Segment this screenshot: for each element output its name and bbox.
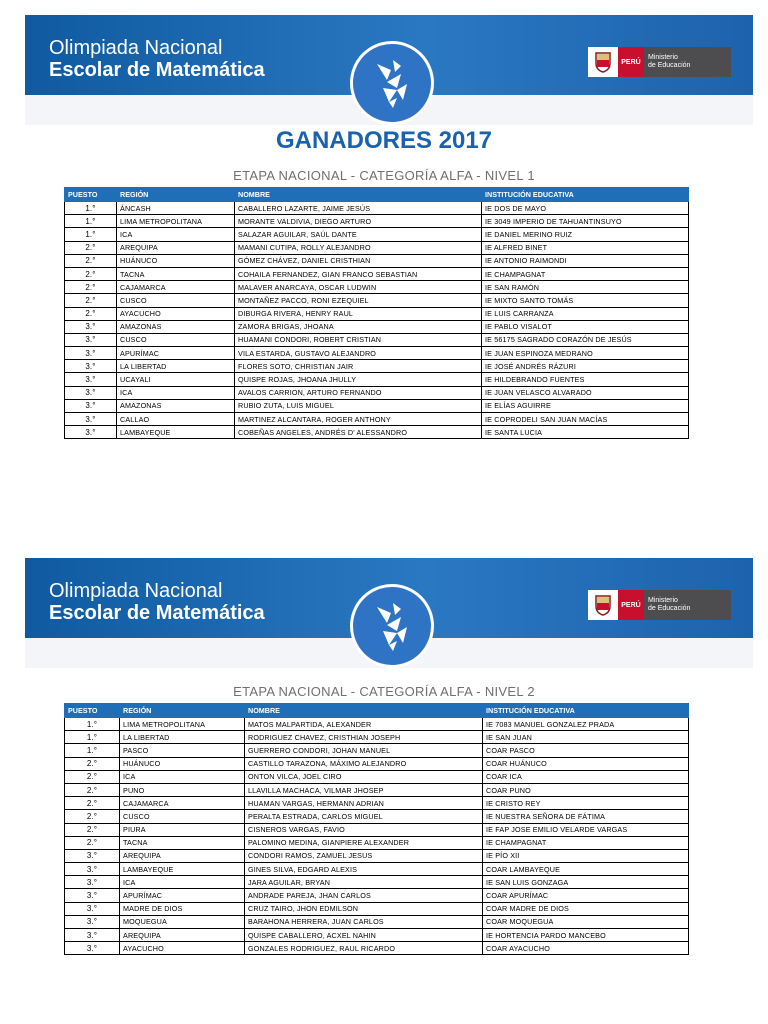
table-row <box>65 876 689 889</box>
cell-institucion: IE 56175 SAGRADO CORAZÓN DE JESÚS <box>482 333 689 346</box>
cell-region: ÁNCASH <box>117 202 235 215</box>
cell-region: MOQUEGUA <box>120 915 245 928</box>
cell-nombre: RODRIGUEZ CHAVEZ, CRISTHIAN JOSEPH <box>245 731 483 744</box>
table-row <box>65 307 689 320</box>
table-row <box>65 823 689 836</box>
cell-nombre: COHAILA FERNANDEZ, GIAN FRANCO SEBASTIAN <box>235 267 482 280</box>
ministerio-logo <box>588 590 731 620</box>
cell-puesto: 3.° <box>65 902 120 915</box>
cell-region: HUÁNUCO <box>117 254 235 267</box>
ministerio-label <box>644 590 731 620</box>
cell-nombre: CONDORI RAMOS, ZAMUEL JESUS <box>245 849 483 862</box>
cell-institucion: IE PABLO VISALOT <box>482 320 689 333</box>
cell-region: MADRE DE DIOS <box>120 902 245 915</box>
cell-institucion: IE CHAMPAGNAT <box>482 267 689 280</box>
cell-institucion: COAR HUÁNUCO <box>483 757 689 770</box>
cell-puesto: 3.° <box>65 413 117 426</box>
cell-institucion: COAR AYACUCHO <box>483 942 689 955</box>
cell-puesto: 2.° <box>65 770 120 783</box>
table-header-row <box>65 704 689 718</box>
cell-region: AREQUIPA <box>120 849 245 862</box>
cell-institucion: IE 3049 IMPERIO DE TAHUANTINSUYO <box>482 215 689 228</box>
results-table-nivel-2 <box>64 703 689 955</box>
cell-institucion: IE JUAN VELASCO ALVARADO <box>482 386 689 399</box>
table-row <box>65 202 689 215</box>
cell-region: HUÁNUCO <box>120 757 245 770</box>
cell-institucion: IE SAN RAMÓN <box>482 281 689 294</box>
table-row <box>65 386 689 399</box>
cell-region: CUSCO <box>117 333 235 346</box>
cell-institucion: IE DANIEL MERINO RUIZ <box>482 228 689 241</box>
cell-nombre: QUISPE CABALLERO, ACXEL NAHIN <box>245 929 483 942</box>
cell-region: ICA <box>117 228 235 241</box>
table-row <box>65 347 689 360</box>
cell-puesto: 3.° <box>65 320 117 333</box>
cell-nombre: ONTON VILCA, JOEL CIRO <box>245 770 483 783</box>
cell-nombre: CASTILLO TARAZONA, MÁXIMO ALEJANDRO <box>245 757 483 770</box>
cell-puesto: 3.° <box>65 373 117 386</box>
table-row <box>65 810 689 823</box>
col-header-institucion: INSTITUCIÓN EDUCATIVA <box>482 188 689 202</box>
col-header-nombre: NOMBRE <box>245 704 483 718</box>
cell-puesto: 3.° <box>65 942 120 955</box>
olympiad-emblem-icon <box>350 584 434 668</box>
brand-line-1: Olimpiada Nacional <box>49 580 223 602</box>
cell-institucion: IE SAN LUIS GONZAGA <box>483 876 689 889</box>
table-row <box>65 333 689 346</box>
cell-institucion: IE HORTENCIA PARDO MANCEBO <box>483 929 689 942</box>
cell-nombre: RUBIO ZUTA, LUIS MIGUEL <box>235 399 482 412</box>
cell-nombre: COBEÑAS ANGELES, ANDRÉS D' ALESSANDRO <box>235 426 482 439</box>
cell-region: LA LIBERTAD <box>120 731 245 744</box>
cell-puesto: 2.° <box>65 757 120 770</box>
table-row <box>65 267 689 280</box>
table-row <box>65 413 689 426</box>
cell-region: ICA <box>117 386 235 399</box>
cell-institucion: IE 7083 MANUEL GONZALEZ PRADA <box>483 718 689 731</box>
cell-region: AMAZONAS <box>117 320 235 333</box>
table-row <box>65 718 689 731</box>
cell-nombre: MORANTE VALDIVIA, DIEGO ARTURO <box>235 215 482 228</box>
cell-puesto: 2.° <box>65 307 117 320</box>
cell-nombre: HUAMAN VARGAS, HERMANN ADRIAN <box>245 797 483 810</box>
cell-region: LAMBAYEQUE <box>117 426 235 439</box>
cell-nombre: MALAVER ANARCAYA, OSCAR LUDWIN <box>235 281 482 294</box>
cell-institucion: IE DOS DE MAYO <box>482 202 689 215</box>
cell-puesto: 1.° <box>65 744 120 757</box>
table-row <box>65 281 689 294</box>
cell-region: TACNA <box>117 267 235 280</box>
cell-puesto: 3.° <box>65 889 120 902</box>
cell-institucion: IE PÍO XII <box>483 849 689 862</box>
ministerio-logo <box>588 47 731 77</box>
cell-institucion: IE ANTONIO RAIMONDI <box>482 254 689 267</box>
results-table-nivel-1 <box>64 187 689 439</box>
cell-region: LA LIBERTAD <box>117 360 235 373</box>
cell-institucion: IE MIXTO SANTO TOMÁS <box>482 294 689 307</box>
cell-puesto: 2.° <box>65 797 120 810</box>
brand-line-1: Olimpiada Nacional <box>49 37 223 59</box>
col-header-institucion: INSTITUCIÓN EDUCATIVA <box>483 704 689 718</box>
table-row <box>65 863 689 876</box>
cell-region: CAJAMARCA <box>120 797 245 810</box>
cell-puesto: 3.° <box>65 399 117 412</box>
cell-nombre: BARAHONA HERRERA, JUAN CARLOS <box>245 915 483 928</box>
table-row <box>65 783 689 796</box>
table-row <box>65 836 689 849</box>
cell-institucion: IE SANTA LUCIA <box>482 426 689 439</box>
table-row <box>65 426 689 439</box>
cell-region: CUSCO <box>117 294 235 307</box>
cell-region: LAMBAYEQUE <box>120 863 245 876</box>
cell-nombre: GÓMEZ CHÁVEZ, DANIEL CRISTHIAN <box>235 254 482 267</box>
cell-puesto: 2.° <box>65 783 120 796</box>
cell-nombre: AVALOS CARRION, ARTURO FERNANDO <box>235 386 482 399</box>
cell-region: APURÍMAC <box>117 347 235 360</box>
cell-region: LIMA METROPOLITANA <box>120 718 245 731</box>
cell-region: APURÍMAC <box>120 889 245 902</box>
cell-nombre: CISNEROS VARGAS, FAVIO <box>245 823 483 836</box>
cell-nombre: JARA AGUILAR, BRYAN <box>245 876 483 889</box>
cell-nombre: MATOS MALPARTIDA, ALEXANDER <box>245 718 483 731</box>
cell-institucion: COAR APURÍMAC <box>483 889 689 902</box>
cell-puesto: 3.° <box>65 333 117 346</box>
table-row <box>65 320 689 333</box>
cell-institucion: IE LUIS CARRANZA <box>482 307 689 320</box>
ministerio-line-1: Ministerio <box>648 597 678 604</box>
cell-institucion: IE FAP JOSE EMILIO VELARDE VARGAS <box>483 823 689 836</box>
cell-nombre: ANDRADE PAREJA, JHAN CARLOS <box>245 889 483 902</box>
table-row <box>65 902 689 915</box>
cell-nombre: GINES SILVA, EDGARD ALEXIS <box>245 863 483 876</box>
cell-region: TACNA <box>120 836 245 849</box>
cell-nombre: LLAVILLA MACHACA, VILMAR JHOSEP <box>245 783 483 796</box>
cell-puesto: 2.° <box>65 810 120 823</box>
cell-puesto: 1.° <box>65 718 120 731</box>
table-row <box>65 744 689 757</box>
cell-puesto: 3.° <box>65 360 117 373</box>
table-row <box>65 360 689 373</box>
cell-region: LIMA METROPOLITANA <box>117 215 235 228</box>
cell-institucion: IE ALFRED BINET <box>482 241 689 254</box>
ministerio-line-1: Ministerio <box>648 54 678 61</box>
cell-puesto: 3.° <box>65 863 120 876</box>
brand-line-2: Escolar de Matemática <box>49 59 265 81</box>
cell-nombre: CRUZ TAIRO, JHON EDMILSON <box>245 902 483 915</box>
table-row <box>65 757 689 770</box>
ministerio-line-2: de Educación <box>648 62 691 69</box>
stage-title-1: ETAPA NACIONAL - CATEGORÍA ALFA - NIVEL 1 <box>233 168 535 183</box>
cell-nombre: DIBURGA RIVERA, HENRY RAUL <box>235 307 482 320</box>
cell-puesto: 3.° <box>65 849 120 862</box>
cell-nombre: FLORES SOTO, CHRISTIAN JAIR <box>235 360 482 373</box>
table-row <box>65 241 689 254</box>
header-banner-1 <box>25 15 753 125</box>
cell-puesto: 2.° <box>65 823 120 836</box>
olympiad-emblem-icon <box>350 41 434 125</box>
cell-institucion: COAR MADRE DE DIOS <box>483 902 689 915</box>
stage-title-2: ETAPA NACIONAL - CATEGORÍA ALFA - NIVEL 2 <box>233 684 535 699</box>
cell-institucion: COAR PASCO <box>483 744 689 757</box>
header-banner-2 <box>25 558 753 668</box>
cell-nombre: MARTINEZ ALCANTARA, ROGER ANTHONY <box>235 413 482 426</box>
cell-nombre: HUAMANI CONDORI, ROBERT CRISTIAN <box>235 333 482 346</box>
cell-institucion: IE HILDEBRANDO FUENTES <box>482 373 689 386</box>
table-row <box>65 915 689 928</box>
cell-nombre: MAMANI CUTIPA, ROLLY ALEJANDRO <box>235 241 482 254</box>
brand-title <box>49 37 265 81</box>
cell-puesto: 2.° <box>65 281 117 294</box>
table-row <box>65 254 689 267</box>
table-header-row <box>65 188 689 202</box>
ministerio-line-2: de Educación <box>648 605 691 612</box>
cell-puesto: 2.° <box>65 241 117 254</box>
cell-puesto: 1.° <box>65 731 120 744</box>
cell-region: UCAYALI <box>117 373 235 386</box>
cell-institucion: COAR ICA <box>483 770 689 783</box>
peru-label: PERÚ <box>618 47 644 77</box>
col-header-region: REGIÓN <box>117 188 235 202</box>
col-header-nombre: NOMBRE <box>235 188 482 202</box>
cell-puesto: 1.° <box>65 228 117 241</box>
cell-nombre: PALOMINO MEDINA, GIANPIERE ALEXANDER <box>245 836 483 849</box>
cell-puesto: 3.° <box>65 876 120 889</box>
cell-region: AYACUCHO <box>117 307 235 320</box>
cell-puesto: 3.° <box>65 915 120 928</box>
cell-region: CAJAMARCA <box>117 281 235 294</box>
table-row <box>65 399 689 412</box>
cell-institucion: COAR PUNO <box>483 783 689 796</box>
cell-region: ICA <box>120 876 245 889</box>
table-row <box>65 929 689 942</box>
cell-puesto: 3.° <box>65 426 117 439</box>
cell-puesto: 3.° <box>65 347 117 360</box>
page-title: GANADORES 2017 <box>275 127 493 154</box>
cell-nombre: PERALTA ESTRADA, CARLOS MIGUEL <box>245 810 483 823</box>
table-row <box>65 797 689 810</box>
cell-institucion: IE SAN JUAN <box>483 731 689 744</box>
cell-nombre: QUISPE ROJAS, JHOANA JHULLY <box>235 373 482 386</box>
table-row <box>65 942 689 955</box>
cell-region: PUNO <box>120 783 245 796</box>
cell-institucion: IE JOSÉ ANDRÉS RÁZURI <box>482 360 689 373</box>
cell-puesto: 1.° <box>65 215 117 228</box>
cell-nombre: ZAMORA BRIGAS, JHOANA <box>235 320 482 333</box>
cell-nombre: GONZALES RODRIGUEZ, RAUL RICARDO <box>245 942 483 955</box>
coat-of-arms-icon <box>588 590 618 620</box>
cell-puesto: 3.° <box>65 929 120 942</box>
coat-of-arms-icon <box>588 47 618 77</box>
col-header-puesto: PUESTO <box>65 188 117 202</box>
table-row <box>65 228 689 241</box>
cell-nombre: CABALLERO LAZARTE, JAIME JESÚS <box>235 202 482 215</box>
table-row <box>65 294 689 307</box>
cell-region: AREQUIPA <box>120 929 245 942</box>
table-row <box>65 731 689 744</box>
cell-nombre: SALAZAR AGUILAR, SAÚL DANTE <box>235 228 482 241</box>
cell-puesto: 2.° <box>65 267 117 280</box>
cell-institucion: COAR LAMBAYEQUE <box>483 863 689 876</box>
cell-institucion: IE JUAN ESPINOZA MEDRANO <box>482 347 689 360</box>
cell-region: PASCO <box>120 744 245 757</box>
cell-region: AYACUCHO <box>120 942 245 955</box>
brand-title <box>49 580 265 624</box>
cell-region: AREQUIPA <box>117 241 235 254</box>
table-row <box>65 215 689 228</box>
cell-institucion: IE CRISTO REY <box>483 797 689 810</box>
cell-institucion: IE ELÍAS AGUIRRE <box>482 399 689 412</box>
table-row <box>65 849 689 862</box>
cell-region: PIURA <box>120 823 245 836</box>
table-row <box>65 770 689 783</box>
cell-puesto: 2.° <box>65 836 120 849</box>
table-row <box>65 373 689 386</box>
cell-institucion: IE NUESTRA SEÑORA DE FÁTIMA <box>483 810 689 823</box>
col-header-region: REGIÓN <box>120 704 245 718</box>
cell-institucion: COAR MOQUEGUA <box>483 915 689 928</box>
cell-nombre: VILA ESTARDA, GUSTAVO ALEJANDRO <box>235 347 482 360</box>
table-row <box>65 889 689 902</box>
cell-puesto: 3.° <box>65 386 117 399</box>
ministerio-label <box>644 47 731 77</box>
cell-nombre: MONTAÑEZ PACCO, RONI EZEQUIEL <box>235 294 482 307</box>
cell-puesto: 2.° <box>65 254 117 267</box>
cell-region: CALLAO <box>117 413 235 426</box>
cell-puesto: 1.° <box>65 202 117 215</box>
col-header-puesto: PUESTO <box>65 704 120 718</box>
cell-puesto: 2.° <box>65 294 117 307</box>
cell-region: AMAZONAS <box>117 399 235 412</box>
peru-label: PERÚ <box>618 590 644 620</box>
cell-nombre: GUERRERO CONDORI, JOHAN MANUEL <box>245 744 483 757</box>
cell-institucion: IE CHAMPAGNAT <box>483 836 689 849</box>
cell-region: ICA <box>120 770 245 783</box>
brand-line-2: Escolar de Matemática <box>49 602 265 624</box>
cell-institucion: IE COPRODELI SAN JUAN MACÍAS <box>482 413 689 426</box>
cell-region: CUSCO <box>120 810 245 823</box>
